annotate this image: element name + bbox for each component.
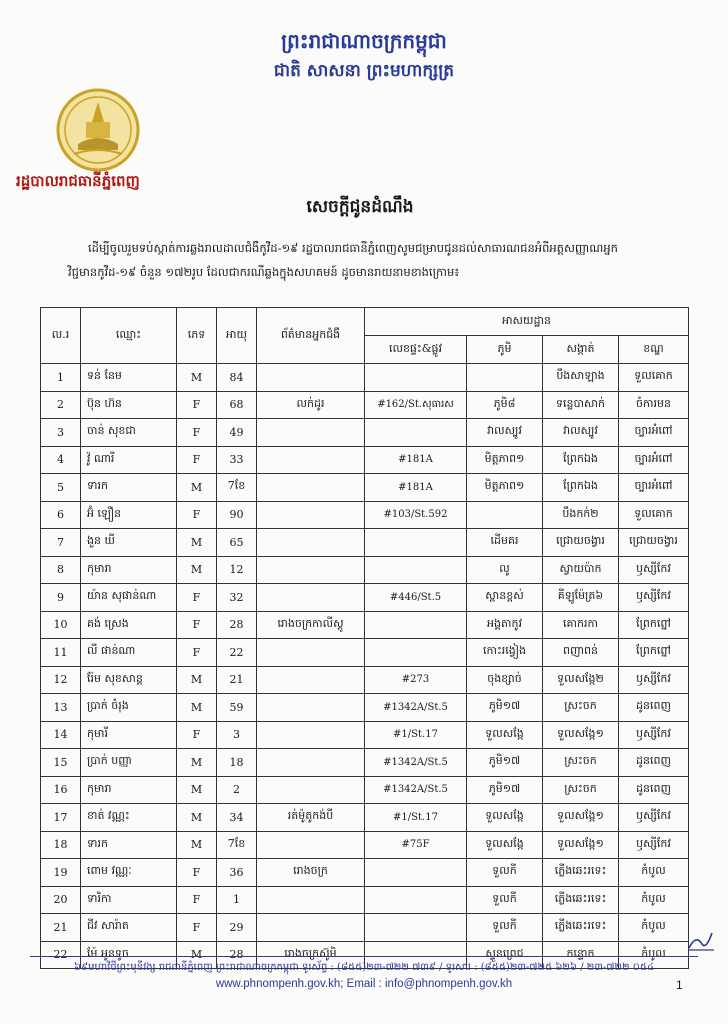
cell-house: #1/St.17 [365, 721, 467, 749]
cell-district: ព្រែកព្នៅ [619, 611, 689, 639]
table-row [41, 804, 689, 832]
cell-name: វ៉ូ ណារី [81, 446, 177, 474]
cell-no: 16 [41, 776, 81, 804]
cell-no: 6 [41, 501, 81, 529]
initial-mark-icon [686, 930, 716, 952]
cell-info: លក់ដូរ [257, 391, 365, 419]
cell-sex: M [177, 749, 217, 777]
cell-no: 11 [41, 639, 81, 667]
cell-info [257, 446, 365, 474]
cell-house [365, 364, 467, 392]
cell-house [365, 419, 467, 447]
cell-info [257, 749, 365, 777]
cell-age: 1 [217, 886, 257, 914]
cell-name: ពោម វណ្ណៈ [81, 859, 177, 887]
cell-commune: ជ្រោយចង្វារ [543, 529, 619, 557]
cell-sex: F [177, 391, 217, 419]
table-row [41, 501, 689, 529]
cell-house: #1342A/St.5 [365, 776, 467, 804]
cell-village: ទួលកី [467, 914, 543, 942]
table-row [41, 776, 689, 804]
cell-sex: F [177, 419, 217, 447]
col-header-sex: ភេទ [177, 308, 217, 364]
cell-name: ទារក [81, 474, 177, 502]
cell-age: 29 [217, 914, 257, 942]
cell-district: កំបូល [619, 914, 689, 942]
table-row [41, 584, 689, 612]
cell-age: 59 [217, 694, 257, 722]
cell-age: 12 [217, 556, 257, 584]
table-row [41, 859, 689, 887]
cell-district: ចំការមន [619, 391, 689, 419]
cell-commune: ទន្លេបាសាក់ [543, 391, 619, 419]
cell-house [365, 859, 467, 887]
cell-age: 84 [217, 364, 257, 392]
cell-age: 36 [217, 859, 257, 887]
table-row [41, 831, 689, 859]
col-header-district: ខណ្ឌ [619, 336, 689, 364]
cell-house: #273 [365, 666, 467, 694]
cell-village: អង្គតាកូវ [467, 611, 543, 639]
cell-age: 7ខែ [217, 831, 257, 859]
cell-sex: F [177, 446, 217, 474]
cell-district: ឫស្សីកែវ [619, 831, 689, 859]
cell-village: ភូមិ១៧ [467, 694, 543, 722]
footer-address: ៦៩មហាវិថីព្រះមុនីវង្ស រាជធានីភ្នំពេញ ព្រះរាជាណាចក្រកម្ពុជា ទូរស័ព្ទ : (៨៥៥)២៣-៧២២ ៧៣៩ / ទូរសារ : (៨៥៥)២៣-៧២៥ ៦២៦ / ២៣-៧២២ ០៥៤ [73, 962, 655, 973]
cell-village: ទួលសង្កែ [467, 831, 543, 859]
cell-sex: F [177, 886, 217, 914]
cell-house [365, 611, 467, 639]
cell-no: 9 [41, 584, 81, 612]
cell-house: #1342A/St.5 [365, 694, 467, 722]
national-motto: ជាតិ សាសនា ព្រះមហាក្សត្រ [273, 61, 455, 81]
cell-house [365, 529, 467, 557]
cell-name: ជីវ សារ៉ាត [81, 914, 177, 942]
col-header-address: អាសយដ្ឋាន [365, 308, 689, 336]
cell-district: ឫស្សីកែវ [619, 666, 689, 694]
cell-commune: ភ្លើងឆេះរទេះ [543, 886, 619, 914]
cell-village: ភូមិ១៧ [467, 776, 543, 804]
cell-house [365, 556, 467, 584]
intro-paragraph: ដើម្បីចូលរួមទប់ស្កាត់ការឆ្លងរាលដាលជំងឺកូវីដ-១៩ រដ្ឋបាលរាជធានីភ្នំពេញសូមជម្រាបជូនដល់សាធារណជនអំពីអត្តសញ្ញាណអ្នកវិជ្ជមានកូវីដ-១៩ ចំនួន ១៧២រូប ដែលជាករណីឆ្លងក្នុងសហគមន៍ ដូចមានរាយនាមខាងក្រោម៖ [68, 241, 618, 279]
cell-sex: M [177, 776, 217, 804]
table-row [41, 446, 689, 474]
cell-no: 14 [41, 721, 81, 749]
cell-no: 5 [41, 474, 81, 502]
cell-commune: គោករកា [543, 611, 619, 639]
cell-name: ប្រាក់ បញ្ញា [81, 749, 177, 777]
cell-house [365, 886, 467, 914]
cell-district: ច្បារអំពៅ [619, 474, 689, 502]
cell-commune: ទួលសង្កែ២ [543, 666, 619, 694]
cell-sex: F [177, 859, 217, 887]
cell-house [365, 914, 467, 942]
cell-age: 28 [217, 941, 257, 969]
cell-no: 21 [41, 914, 81, 942]
cell-info: រោងចក្រកាលីស្តូ [257, 611, 365, 639]
cell-age: 2 [217, 776, 257, 804]
cell-commune: ទួលសង្កែ១ [543, 831, 619, 859]
cell-district: ទួលគោក [619, 501, 689, 529]
cell-info [257, 474, 365, 502]
col-header-info: ព័ត៌មានអ្នកជំងឺ [257, 308, 365, 364]
cell-district: កំបូល [619, 941, 689, 969]
cell-village: ស្ទួនព្រេជ [467, 941, 543, 969]
cell-village: ភូមិ៨ [467, 391, 543, 419]
table-row [41, 666, 689, 694]
cell-village: វាលស្បូវ [467, 419, 543, 447]
cell-sex: M [177, 831, 217, 859]
cell-sex: F [177, 639, 217, 667]
cell-village: កោះរង្វៀង [467, 639, 543, 667]
cell-name: យ៉ាន សុផាន់ណា [81, 584, 177, 612]
cell-no: 3 [41, 419, 81, 447]
cell-info [257, 886, 365, 914]
cell-info [257, 419, 365, 447]
cell-name: អ៊ំ ឡឿន [81, 501, 177, 529]
table-row [41, 611, 689, 639]
cell-no: 7 [41, 529, 81, 557]
cell-village: មិត្តភាព១ [467, 474, 543, 502]
cell-commune: ព្រែកឯង [543, 446, 619, 474]
cell-sex: F [177, 721, 217, 749]
cell-house: #1342A/St.5 [365, 749, 467, 777]
footer-contact: www.phnompenh.gov.kh; Email : info@phnompenh.gov.kh [215, 978, 513, 990]
page-number: 1 [676, 978, 683, 992]
cell-sex: M [177, 364, 217, 392]
cell-no: 20 [41, 886, 81, 914]
cell-sex: F [177, 584, 217, 612]
cell-sex: M [177, 556, 217, 584]
table-row [41, 364, 689, 392]
cell-age: 34 [217, 804, 257, 832]
col-header-name: ឈ្មោះ [81, 308, 177, 364]
table-row [41, 639, 689, 667]
cell-village: ទួលកី [467, 886, 543, 914]
cell-name: ទារក [81, 831, 177, 859]
cell-district: កំបូល [619, 859, 689, 887]
patients-table [40, 307, 689, 969]
cell-district: ទួលគោក [619, 364, 689, 392]
cell-name: កុមារី [81, 721, 177, 749]
table-row [41, 556, 689, 584]
cell-no: 13 [41, 694, 81, 722]
cell-village [467, 501, 543, 529]
cell-sex: M [177, 529, 217, 557]
cell-village: ភូមិ១៧ [467, 749, 543, 777]
cell-district: ច្បារអំពៅ [619, 446, 689, 474]
kingdom-heading: ព្រះរាជាណាចក្រកម្ពុជា [281, 29, 447, 53]
cell-commune: ទួលសង្កែ១ [543, 721, 619, 749]
cell-info [257, 639, 365, 667]
col-header-age: អាយុ [217, 308, 257, 364]
cell-name: ចាន់ សុខជា [81, 419, 177, 447]
cell-info [257, 529, 365, 557]
cell-no: 2 [41, 391, 81, 419]
cell-commune: ភ្លើងឆេះរទេះ [543, 914, 619, 942]
cell-name: ទន់ នែម [81, 364, 177, 392]
cell-info [257, 556, 365, 584]
cell-info [257, 914, 365, 942]
cell-no: 17 [41, 804, 81, 832]
cell-age: 68 [217, 391, 257, 419]
cell-name: កុមារា [81, 776, 177, 804]
cell-info [257, 501, 365, 529]
cell-house: #1/St.17 [365, 804, 467, 832]
cell-sex: M [177, 474, 217, 502]
cell-village: មិត្តភាព១ [467, 446, 543, 474]
cell-house [365, 639, 467, 667]
cell-no: 10 [41, 611, 81, 639]
cell-name: រ៉ែម សុខសាន្ត [81, 666, 177, 694]
cell-no: 4 [41, 446, 81, 474]
cell-commune: ស្រះចក [543, 776, 619, 804]
cell-info [257, 694, 365, 722]
cell-house: #162/St.សុធារស [365, 391, 467, 419]
cell-info: រោងចក្រស៊ូមិ [257, 941, 365, 969]
cell-house: #181A [365, 446, 467, 474]
cell-name: ម៉ែ អូនទូច [81, 941, 177, 969]
cell-info [257, 831, 365, 859]
cell-no: 15 [41, 749, 81, 777]
cell-commune: ពញាពន់ [543, 639, 619, 667]
cell-no: 22 [41, 941, 81, 969]
col-header-no: ល.រ [41, 308, 81, 364]
cell-commune: វាលស្បូវ [543, 419, 619, 447]
col-header-village: ភូមិ [467, 336, 543, 364]
table-row [41, 529, 689, 557]
cell-commune: គីឡូម៉ែត្រ៦ [543, 584, 619, 612]
cell-info [257, 776, 365, 804]
city-seal-icon [56, 88, 140, 172]
cell-house: #75F [365, 831, 467, 859]
cell-commune: បឹងសាឡាង [543, 364, 619, 392]
cell-name: ប៊ុន ហ៊ន [81, 391, 177, 419]
cell-age: 65 [217, 529, 257, 557]
cell-village: លូ [467, 556, 543, 584]
cell-info [257, 666, 365, 694]
cell-district: ព្រែកព្នៅ [619, 639, 689, 667]
cell-no: 8 [41, 556, 81, 584]
cell-no: 18 [41, 831, 81, 859]
cell-age: 7ខែ [217, 474, 257, 502]
cell-age: 90 [217, 501, 257, 529]
cell-village: ទួលសង្កែ [467, 721, 543, 749]
cell-commune: ស្រះចក [543, 749, 619, 777]
cell-age: 22 [217, 639, 257, 667]
cell-sex: M [177, 804, 217, 832]
cell-name: គង់ ស្រេង [81, 611, 177, 639]
issuing-authority: រដ្ឋបាលរាជធានីភ្នំពេញ [16, 172, 140, 190]
cell-village: ទួលសង្កែ [467, 804, 543, 832]
table-row [41, 391, 689, 419]
cell-name: ទារិកា [81, 886, 177, 914]
table-row [41, 749, 689, 777]
footer-divider [30, 956, 698, 957]
cell-district: ឫស្សីកែវ [619, 556, 689, 584]
cell-name: លី ផាន់ណា [81, 639, 177, 667]
table-row [41, 914, 689, 942]
cell-district: ឫស្សីកែវ [619, 584, 689, 612]
cell-house: #181A [365, 474, 467, 502]
cell-name: កុមារា [81, 556, 177, 584]
cell-age: 32 [217, 584, 257, 612]
cell-district: ជ្រោយចង្វារ [619, 529, 689, 557]
cell-village: ចុងខ្សាច់ [467, 666, 543, 694]
cell-commune: បឹងកក់២ [543, 501, 619, 529]
cell-district: ឫស្សីកែវ [619, 721, 689, 749]
table-row [41, 694, 689, 722]
cell-age: 21 [217, 666, 257, 694]
cell-age: 33 [217, 446, 257, 474]
cell-age: 18 [217, 749, 257, 777]
cell-commune: ព្រែកឯង [543, 474, 619, 502]
cell-name: ខាត់ វណ្ណះ [81, 804, 177, 832]
cell-no: 19 [41, 859, 81, 887]
col-header-house: លេខផ្ទះ&ផ្លូវ [365, 336, 467, 364]
cell-sex: M [177, 941, 217, 969]
cell-name: ងួន ឃី [81, 529, 177, 557]
cell-sex: M [177, 666, 217, 694]
cell-village [467, 364, 543, 392]
cell-house: #103/St.592 [365, 501, 467, 529]
cell-age: 3 [217, 721, 257, 749]
cell-sex: M [177, 694, 217, 722]
col-header-commune: សង្កាត់ [543, 336, 619, 364]
cell-house: #446/St.5 [365, 584, 467, 612]
cell-district: កំបូល [619, 886, 689, 914]
cell-info [257, 584, 365, 612]
cell-district: ឫស្សីកែវ [619, 804, 689, 832]
table-row [41, 419, 689, 447]
cell-age: 49 [217, 419, 257, 447]
cell-commune: ភ្លើងឆេះរទេះ [543, 859, 619, 887]
cell-info: រោងចក្រ [257, 859, 365, 887]
cell-name: ប្រាក់ ចំរុង [81, 694, 177, 722]
cell-sex: F [177, 611, 217, 639]
cell-info [257, 721, 365, 749]
cell-district: ដូនពេញ [619, 694, 689, 722]
cell-village: ដើមគរ [467, 529, 543, 557]
cell-sex: F [177, 501, 217, 529]
cell-no: 1 [41, 364, 81, 392]
cell-district: ដូនពេញ [619, 776, 689, 804]
cell-no: 12 [41, 666, 81, 694]
cell-district: ច្បារអំពៅ [619, 419, 689, 447]
cell-sex: F [177, 914, 217, 942]
cell-commune: កន្ទោក [543, 941, 619, 969]
cell-info: រត់ម៉ូតូកង់បី [257, 804, 365, 832]
cell-commune: ស្វាយប៉ាក [543, 556, 619, 584]
cell-commune: ស្រះចក [543, 694, 619, 722]
cell-village: ស្ពានខ្ពស់ [467, 584, 543, 612]
cell-district: ដូនពេញ [619, 749, 689, 777]
table-row [41, 474, 689, 502]
table-row [41, 721, 689, 749]
table-row [41, 886, 689, 914]
cell-village: ទួលកី [467, 859, 543, 887]
cell-age: 28 [217, 611, 257, 639]
cell-info [257, 364, 365, 392]
cell-commune: ទួលសង្កែ១ [543, 804, 619, 832]
page-title: សេចក្តីជូនដំណឹង [306, 197, 414, 217]
